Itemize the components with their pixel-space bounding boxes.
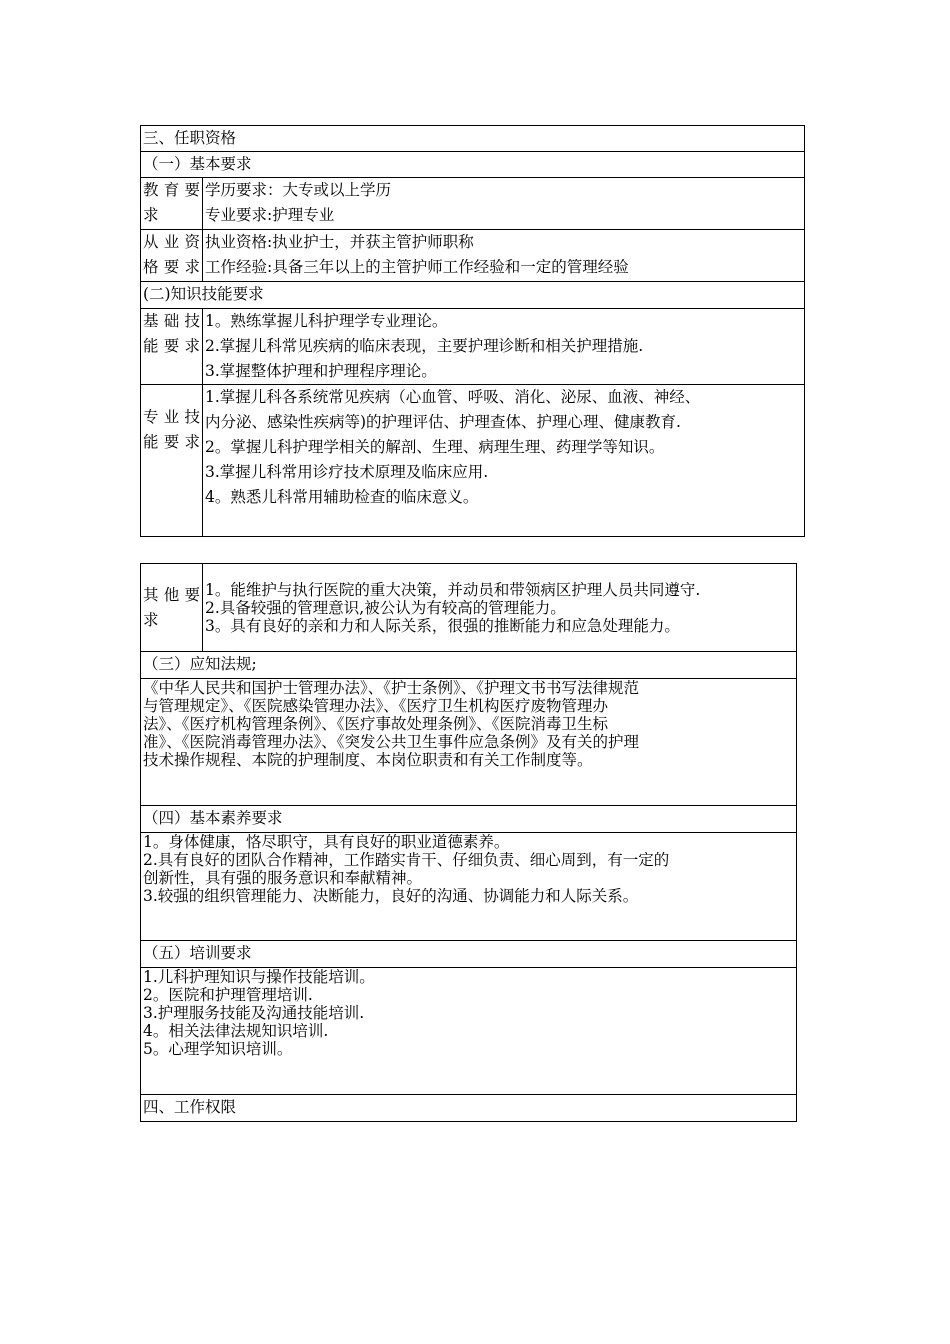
pro-skill-line: 内分泌、感染性疾病等)的护理评估、护理查体、护理心理、健康教育.	[205, 413, 681, 431]
other-requirement-line: 2.具备较强的管理意识,被公认为有较高的管理能力。	[205, 598, 566, 617]
qualification-label: 从业资格要求	[141, 230, 203, 282]
requirements-table-continued	[140, 563, 797, 1122]
skills-heading: (二)知识技能要求	[141, 282, 805, 309]
education-label: 教育要求	[141, 178, 203, 230]
qualification-table	[140, 125, 805, 537]
other-requirements-content	[203, 564, 797, 652]
education-content	[203, 178, 805, 230]
laws-content	[141, 679, 797, 806]
training-line: 3.护理服务技能及沟通技能培训.	[143, 1004, 365, 1022]
laws-heading: （三）应知法规;	[141, 652, 797, 679]
training-line: 2。医院和护理管理培训.	[143, 986, 313, 1004]
section4-title: 四、工作权限	[141, 1095, 797, 1122]
qualification-line: 执业资格:执业护士，并获主管护师职称	[205, 233, 474, 251]
training-line: 1.儿科护理知识与操作技能培训。	[143, 968, 375, 986]
other-requirement-line: 3。具有良好的亲和力和人际关系，很强的推断能力和应急处理能力。	[205, 616, 680, 635]
pro-skills-label: 专业技能要求	[141, 385, 203, 537]
law-line: 《中华人民共和国护士管理办法》、《护士条例》、《护理文书书写法律规范	[143, 679, 640, 697]
education-line: 学历要求：大专或以上学历	[205, 181, 392, 199]
basic-skills-content	[203, 309, 805, 385]
training-heading: （五）培训要求	[141, 941, 797, 968]
pro-skill-line: 3.掌握儿科常用诊疗技术原理及临床应用.	[205, 463, 489, 481]
quality-line: 3.较强的组织管理能力、决断能力，良好的沟通、协调能力和人际关系。	[143, 887, 639, 905]
law-line: 法》、《医疗机构管理条例》、《医疗事故处理条例》、《医院消毒卫生标	[143, 715, 609, 733]
basic-skill-line: 3.掌握整体护理和护理程序理论。	[205, 362, 437, 380]
law-line: 与管理规定》、《医院感染管理办法》、《医疗卫生机构医疗废物管理办	[143, 697, 609, 715]
pro-skill-line: 2。掌握儿科护理学相关的解剖、生理、病理生理、药理学等知识。	[205, 438, 665, 456]
quality-line: 2.具有良好的团队合作精神，工作踏实肯干、仔细负责、细心周到，有一定的	[143, 851, 670, 869]
education-line: 专业要求:护理专业	[205, 206, 335, 224]
qualification-content	[203, 230, 805, 282]
law-line: 准》、《医院消毒管理办法》、《突发公共卫生事件应急条例》及有关的护理	[143, 733, 640, 751]
quality-line: 1。身体健康，恪尽职守，具有良好的职业道德素养。	[143, 833, 510, 851]
pro-skill-line: 4。熟悉儿科常用辅助检查的临床意义。	[205, 488, 479, 506]
training-line: 4。相关法律法规知识培训.	[143, 1022, 329, 1040]
basic-requirements-heading: （一）基本要求	[141, 152, 805, 178]
basic-skill-line: 2.掌握儿科常见疾病的临床表现，主要护理诊断和相关护理措施.	[205, 337, 644, 355]
law-line: 技术操作规程、本院的护理制度、本岗位职责和有关工作制度等。	[143, 751, 593, 769]
quality-line: 创新性，具有强的服务意识和奉献精神。	[143, 869, 423, 887]
section-title: 三、任职资格	[141, 126, 805, 152]
quality-content	[141, 833, 797, 941]
pro-skill-line: 1.掌握儿科各系统常见疾病（心血管、呼吸、消化、泌尿、血液、神经、	[205, 388, 701, 406]
quality-heading: （四）基本素养要求	[141, 806, 797, 833]
basic-skills-label: 基础技能要求	[141, 309, 203, 385]
basic-skill-line: 1。熟练掌握儿科护理学专业理论。	[205, 312, 448, 330]
other-requirements-label: 其他要求	[141, 564, 203, 652]
qualification-line: 工作经验:具备三年以上的主管护师工作经验和一定的管理经验	[205, 258, 629, 276]
training-content	[141, 968, 797, 1095]
training-line: 5。心理学知识培训。	[143, 1040, 293, 1058]
other-requirement-line: 1。能维护与执行医院的重大决策，并动员和带领病区护理人员共同遵守.	[205, 580, 701, 599]
pro-skills-content	[203, 385, 805, 537]
